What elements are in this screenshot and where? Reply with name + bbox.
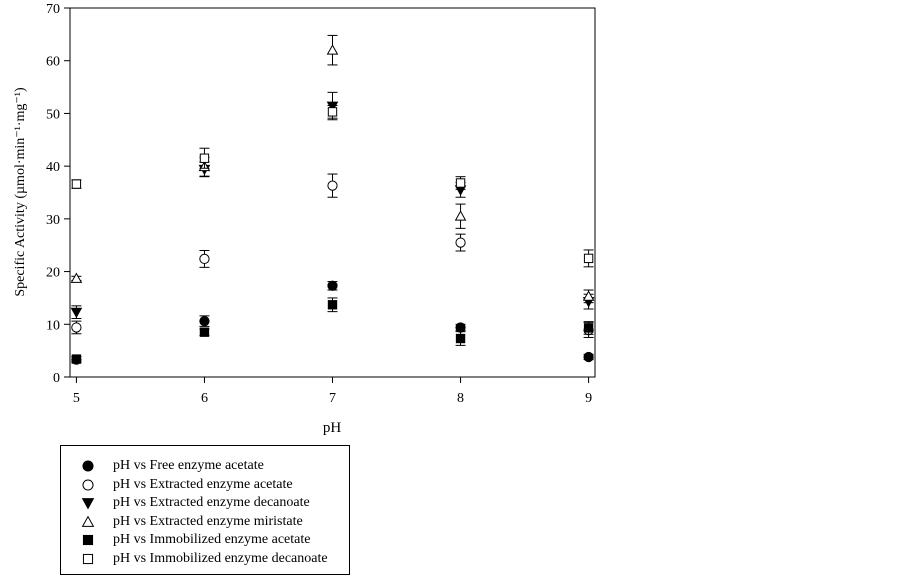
y-tick-label: 40 <box>46 160 60 176</box>
data-point <box>328 45 338 54</box>
legend-item <box>81 476 293 494</box>
data-point <box>456 334 464 342</box>
legend <box>60 445 350 575</box>
legend-label: pH vs Extracted enzyme decanoate <box>113 495 310 511</box>
y-tick-label: 50 <box>46 107 60 123</box>
data-point <box>584 352 593 361</box>
x-tick-label: 6 <box>200 391 208 406</box>
data-point <box>72 323 81 332</box>
legend-item <box>81 457 264 475</box>
data-point <box>328 181 337 190</box>
legend-marker <box>81 478 95 492</box>
x-tick-label: 7 <box>329 391 336 406</box>
y-tick-label: 0 <box>53 371 60 386</box>
x-tick-label: 8 <box>457 391 465 406</box>
legend-item <box>81 550 328 568</box>
legend-label: pH vs Immobilized enzyme decanoate <box>113 551 328 566</box>
data-point <box>456 323 465 332</box>
y-tick-label: 70 <box>46 2 60 17</box>
legend-marker <box>81 496 95 510</box>
x-tick-label: 5 <box>72 391 80 406</box>
data-point <box>200 254 209 263</box>
data-point <box>72 180 80 188</box>
y-tick-label: 10 <box>46 318 60 334</box>
data-point <box>456 179 464 187</box>
data-point <box>584 291 594 300</box>
legend-label: pH vs Extracted enzyme acetate <box>113 476 293 492</box>
y-axis-label: Specific Activity (µmol·min⁻¹·mg⁻¹) <box>13 87 28 297</box>
data-point <box>584 324 592 332</box>
data-point <box>328 301 336 309</box>
data-point <box>71 273 81 282</box>
x-tick-label: 9 <box>585 391 593 406</box>
axes <box>46 2 595 406</box>
legend-marker <box>81 459 95 473</box>
series-1 <box>71 281 593 364</box>
series-4 <box>71 35 593 302</box>
y-tick-label: 60 <box>46 54 60 70</box>
data-point <box>200 154 208 162</box>
data-point <box>200 317 209 326</box>
legend-marker <box>81 515 95 529</box>
data-point <box>328 281 337 290</box>
y-tick-label: 20 <box>46 265 60 281</box>
data-point <box>71 308 81 317</box>
data-point <box>328 108 336 116</box>
data-marks <box>71 35 593 364</box>
legend-item <box>81 494 310 512</box>
legend-marker <box>81 552 95 566</box>
series-2 <box>71 174 593 337</box>
legend-label: pH vs Immobilized enzyme acetate <box>113 532 311 548</box>
data-point <box>456 238 465 247</box>
data-point <box>584 254 592 262</box>
data-point <box>456 211 466 220</box>
y-tick-label: 30 <box>46 212 60 228</box>
legend-label: pH vs Extracted enzyme miristate <box>113 513 303 529</box>
data-point <box>200 328 208 336</box>
legend-label: pH vs Free enzyme acetate <box>113 458 264 473</box>
series-5 <box>71 298 593 363</box>
legend-marker <box>81 533 95 547</box>
data-point <box>72 355 80 363</box>
legend-item <box>81 513 303 531</box>
x-axis-label: pH <box>322 420 342 436</box>
legend-item <box>81 531 310 549</box>
